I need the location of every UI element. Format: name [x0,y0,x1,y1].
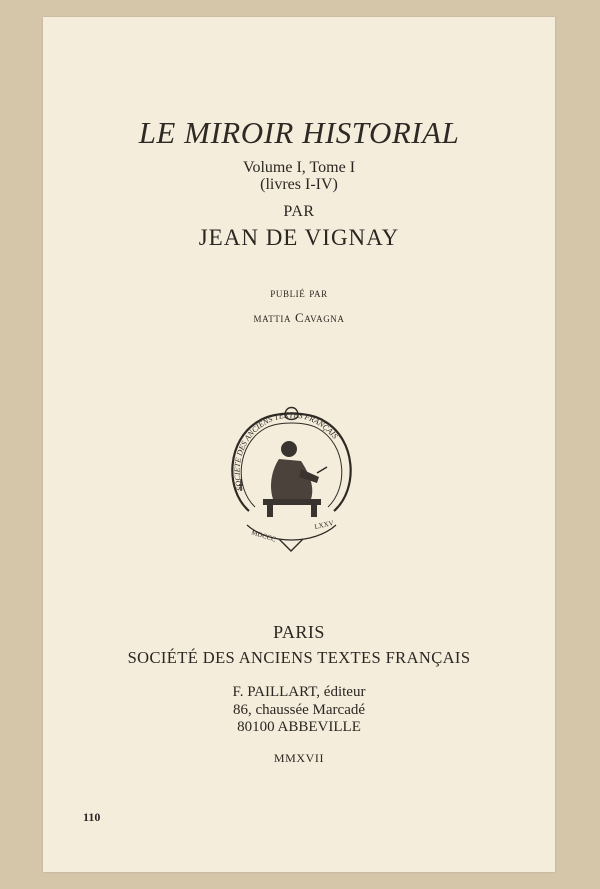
editor-name: mattia Cavagna [253,310,345,325]
publisher-town: 80100 ABBEVILLE [237,719,361,735]
scribe-seal-icon [219,399,364,559]
publisher-street: 86, chaussée Marcadé [232,701,366,718]
society-name: SOCIÉTÉ DES ANCIENS TEXTES FRANÇAIS [127,648,471,667]
publication-year: MMXVII [273,751,325,765]
book-title: LE MIROIR HISTORIAL [138,115,460,150]
publisher-name: F. PAILLART, éditeur [232,684,366,700]
volume-label: Volume I, Tome I [242,159,356,176]
svg-text:SOCIETE DES ANCIENS TEXTES FRA: SOCIETE DES ANCIENS TEXTES FRANÇAIS [232,410,340,492]
publisher-block [43,684,555,737]
book-title-page [43,17,555,872]
volume-info [43,159,555,193]
books-label: (livres I-IV) [260,176,338,193]
page-number: 110 [83,810,101,824]
svg-text:MDCCC: MDCCC [250,528,277,544]
by-label: PAR [283,203,315,220]
svg-text:LXXV: LXXV [313,519,335,531]
published-by-label: publié par [270,285,328,300]
author-name: JEAN DE VIGNAY [198,225,400,250]
city-label: PARIS [273,622,325,642]
